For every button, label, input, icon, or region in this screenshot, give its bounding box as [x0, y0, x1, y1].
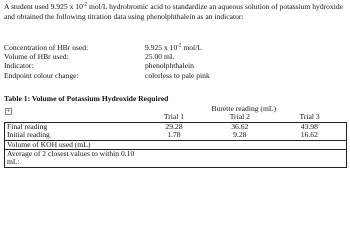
param-value-unit: mol/L	[181, 43, 202, 52]
table-cell	[207, 140, 273, 149]
param-value: 25.00 mL	[145, 52, 175, 62]
problem-statement	[4, 2, 344, 22]
table-corner-cell	[5, 113, 142, 122]
table-cell: 9.28	[233, 130, 247, 140]
row-label: Average of 2 closest values to within 0.10 mL:	[5, 150, 142, 168]
param-label: Endpoint colour change:	[4, 70, 79, 80]
table-cell	[207, 150, 273, 168]
table-row	[5, 131, 347, 140]
row-label: Final reading	[5, 122, 142, 131]
table-cell	[141, 140, 207, 149]
param-label: Concentration of HBr used:	[4, 43, 89, 52]
intro-text-start: A student used 9.925 x 10	[4, 2, 83, 11]
table-title: Table 1: Volume of Potassium Hydroxide Required	[4, 94, 169, 103]
row-label: Initial reading	[5, 131, 142, 140]
trial-header: Trial 3	[299, 112, 320, 122]
table-cell: 36.62	[207, 122, 273, 131]
param-value-exponent: -2	[177, 43, 182, 49]
param-label: Indicator:	[4, 61, 34, 71]
table-cell: 16.62	[273, 131, 347, 140]
param-value: colorless to pale pink	[145, 70, 210, 80]
burette-reading-header: Burette reading (mL)	[211, 104, 277, 113]
table-move-handle-icon[interactable]: +	[6, 108, 11, 114]
intro-exponent: -2	[82, 2, 88, 8]
trial-header: Trial 2	[229, 112, 250, 122]
row-label: Volume of KOH used (mL)	[5, 140, 142, 149]
param-value-base: 9.925 x 10	[145, 43, 178, 52]
table-cell	[273, 150, 347, 168]
param-label: Volume of HBr used:	[4, 52, 69, 62]
table-cell: 29.28	[141, 122, 207, 131]
table-header-row-trials	[5, 113, 347, 122]
table-corner-cell	[5, 105, 142, 113]
table-cell: 1.78	[167, 130, 181, 140]
table-row	[5, 150, 347, 168]
trial-header: Trial 1	[163, 112, 185, 122]
intro-text-end: mol/L hydrobromic acid to standardize an aqueous solution of potassium hydroxide and obtained the following titration data using phenolphthalein as an indicator:	[4, 2, 344, 21]
param-value	[145, 43, 202, 52]
titration-table	[4, 105, 347, 168]
table-cell	[141, 150, 207, 168]
table-cell: 43.98	[273, 122, 347, 131]
table-cell	[273, 140, 347, 149]
param-value: phenolphthalein	[145, 61, 194, 71]
